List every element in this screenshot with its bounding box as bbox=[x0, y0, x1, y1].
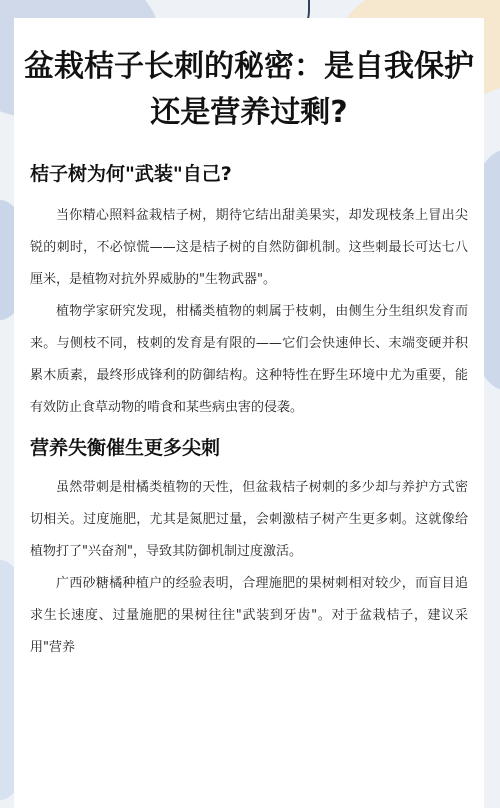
section-heading: 营养失衡催生更多尖刺 bbox=[30, 437, 221, 459]
paragraph: 虽然带刺是柑橘类植物的天性，但盆栽桔子树刺的多少却与养护方式密切相关。过度施肥，尤其是氮肥过量，会刺激桔子树产生更多刺。这就像给植物打了"兴奋剂"，导致其防御机制过度激活。 bbox=[30, 480, 468, 559]
section-body bbox=[14, 200, 484, 424]
section-heading: 桔子树为何"武装"自己? bbox=[30, 163, 232, 185]
paragraph: 当你精心照料盆栽桔子树，期待它结出甜美果实，却发现枝条上冒出尖锐的刺时，不必惊慌——这是桔子树的自然防御机制。这些刺最长可达七八厘米，是植物对抗外界威胁的"生物武器"。 bbox=[30, 208, 468, 287]
article-card bbox=[14, 18, 484, 808]
paragraph: 广西砂糖橘种植户的经验表明，合理施肥的果树刺相对较少，而盲目追求生长速度、过量施肥的果树往往"武装到牙齿"。对于盆栽桔子，建议采用"营养 bbox=[30, 576, 468, 655]
article-title: 盆栽桔子长刺的秘密：是自我保护还是营养过剩? bbox=[24, 49, 474, 130]
paragraph: 植物学家研究发现，柑橘类植物的刺属于枝刺，由侧生分生组织发育而来。与侧枝不同，枝刺的发育是有限的——它们会快速伸长、末端变硬并积累木质素，最终形成锋利的防御结构。这种特性在野生环境中尤为重要，能有效防止食草动物的啃食和某些病虫害的侵袭。 bbox=[30, 304, 468, 415]
section-body bbox=[14, 472, 484, 664]
